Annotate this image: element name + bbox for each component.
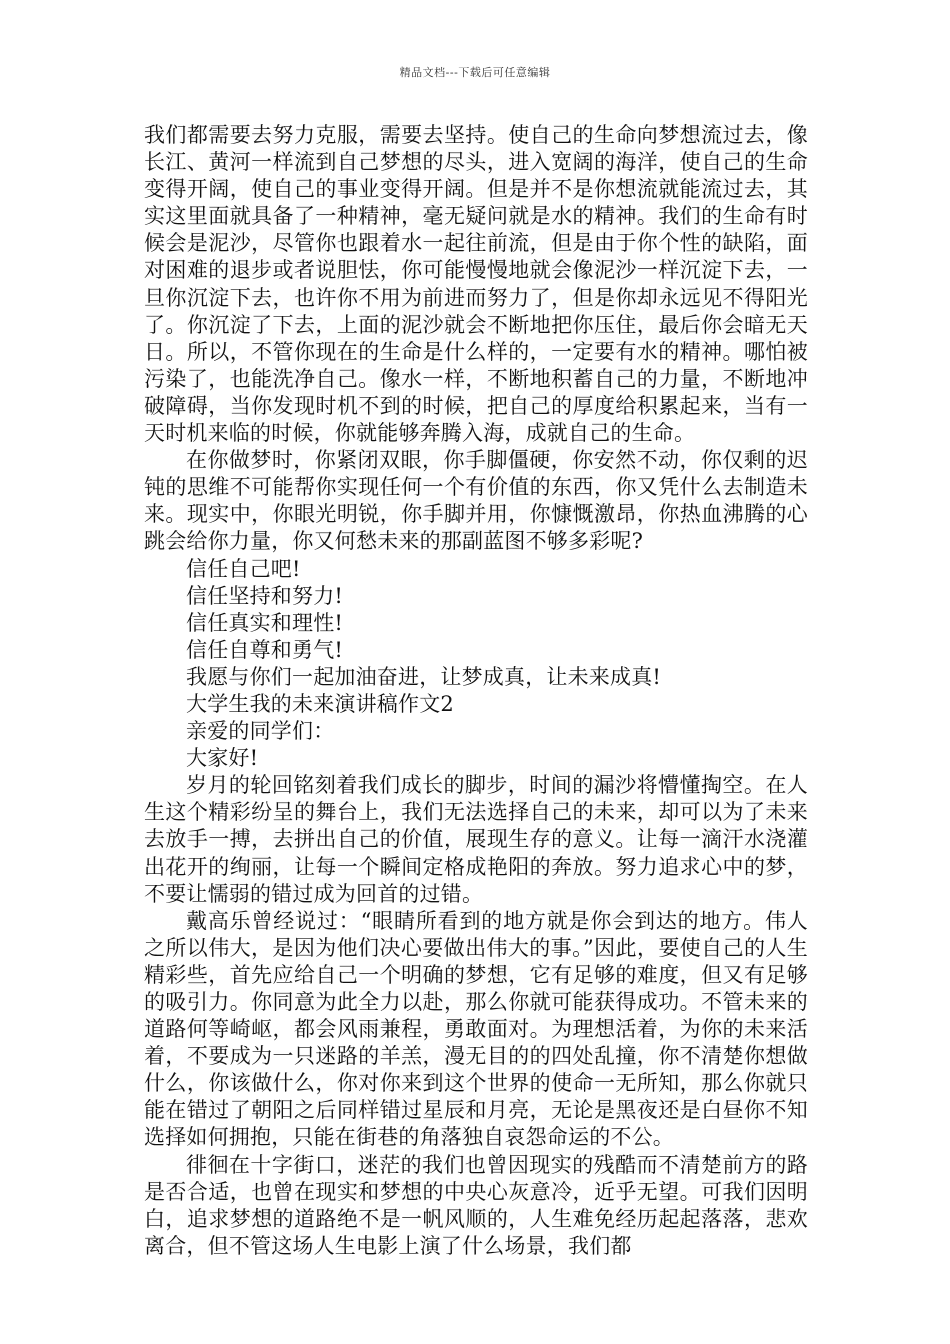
page-header: 精品文档---下载后可任意编辑 — [399, 66, 551, 79]
salutation: 亲爱的同学们： — [186, 719, 335, 744]
paragraph: 我们都需要去努力克服，需要去坚持。使自己的生命向梦想流过去，像长江、黄河一样流到自己梦想的尽头，进入宽阔的海洋，使自己的生命变得开阔，使自己的事业变得开阔。但是并不是你想流就能流过去，其实这里面就具备了一种精神，毫无疑问就是水的精神。我们的生命有时候会是泥沙，尽管你也跟着水一起往前流，但是由于你个性的缺陷，面对困难的退步或者说胆怯，你可能慢慢地就会像泥沙一样沉淀下去，一旦你沉淀下去，也许你不用为前进而努力了，但是你却永远见不得阳光了。你沉淀了下去，上面的泥沙就会不断地把你压住，最后你会暗无天日。所以，不管你现在的生命是什么样的，一定要有水的精神。哪怕被污染了，也能洗净自己。像水一样，不断地积蓄自己的力量，不断地冲破障碍，当你发现时机不到的时候，把自己的厚度给积累起来，当有一天时机来临的时候，你就能够奔腾入海，成就自己的生命。 — [144, 123, 808, 446]
paragraph: 信任自尊和勇气! — [186, 637, 344, 662]
document-body — [144, 122, 808, 1260]
paragraph: 在你做梦时，你紧闭双眼，你手脚僵硬，你安然不动，你仅剩的迟钝的思维不可能帮你实现任何一个有价值的东西，你又凭什么去制造未来。现实中，你眼光明锐，你手脚并用，你慷慨激昂，你热血沸腾的心跳会给你力量，你又何愁未来的那副蓝图不够多彩呢? — [144, 448, 808, 554]
paragraph: 岁月的轮回铭刻着我们成长的脚步，时间的漏沙将懵懂掏空。在人生这个精彩纷呈的舞台上，我们无法选择自己的未来，却可以为了未来去放手一搏，去拼出自己的价值，展现生存的意义。让每一滴汗水浇灌出花开的绚丽，让每一个瞬间定格成艳阳的奔放。努力追求心中的梦，不要让懦弱的错过成为回首的过错。 — [144, 773, 808, 906]
paragraph: 戴高乐曾经说过：“眼睛所看到的地方就是你会到达的地方。伟人之所以伟大，是因为他们决心要做出伟大的事。”因此，要使自己的人生精彩些，首先应给自己一个明确的梦想，它有足够的难度，但又有足够的吸引力。你同意为此全力以赴，那么你就可能获得成功。不管未来的道路何等崎岖，都会风雨兼程，勇敢面对。为理想活着，为你的未来活着，不要成为一只迷路的羊羔，漫无目的的四处乱撞，你不清楚你想做什么，你该做什么，你对你来到这个世界的使命一无所知，那么你就只能在错过了朝阳之后同样错过星辰和月亮，无论是黑夜还是白昼你不知选择如何拥抱，只能在街巷的角落独自哀怨命运的不公。 — [144, 908, 808, 1150]
paragraph: 信任自己吧! — [186, 556, 301, 581]
paragraph: 我愿与你们一起加油奋进，让梦成真，让未来成真! — [186, 664, 662, 689]
paragraph: 信任坚持和努力! — [186, 583, 344, 608]
greeting: 大家好! — [186, 746, 259, 771]
section-title: 大学生我的未来演讲稿作文2 — [186, 691, 454, 716]
paragraph: 信任真实和理性! — [186, 610, 344, 635]
paragraph: 徘徊在十字街口，迷茫的我们也曾因现实的残酷而不清楚前方的路是否合适，也曾在现实和梦想的中央心灰意冷，近乎无望。可我们因明白，追求梦想的道路绝不是一帆风顺的，人生难免经历起起落落，悲欢离合，但不管这场人生电影上演了什么场景，我们都 — [144, 1152, 808, 1258]
